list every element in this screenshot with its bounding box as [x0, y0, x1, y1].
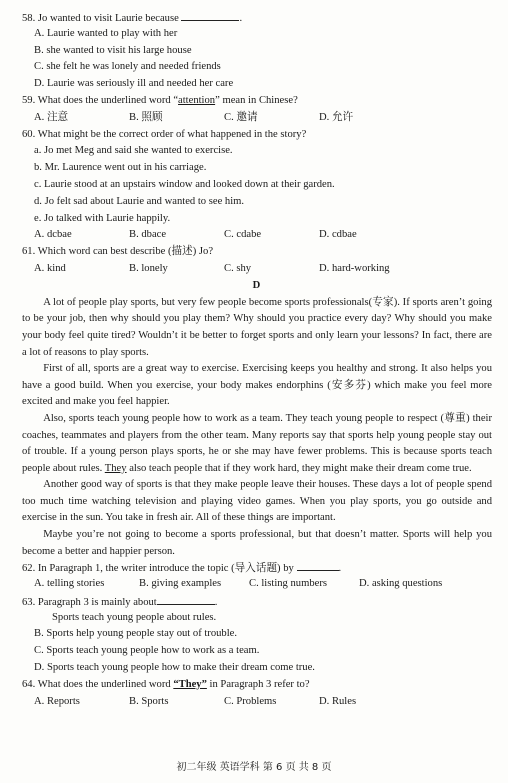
- reading-passage: [22, 295, 492, 561]
- paragraph-2: First of all, sports are a great way to exercise. Exercising keeps you healthy and strong. It also helps you have a good build. When you exercise, your body makes endorphins (安多芬) which make you feel more excited and make you feel happier.: [22, 363, 492, 408]
- option-c: C. Sports teach young people how to work as a team.: [34, 645, 260, 657]
- option-a: A. dcbae: [34, 229, 72, 241]
- option-c: C. shy: [224, 262, 252, 274]
- option-a: A. Reports: [34, 695, 80, 707]
- question-64: 64. What does the underlined word “They” in Paragraph 3 refer to? A. Reports B. Sports C. Problems D. Rules: [22, 678, 492, 712]
- option-b: B. she wanted to visit his large house: [34, 44, 192, 56]
- option-b: B. Sports: [129, 695, 169, 707]
- paragraph-3: Also, sports teach young people how to work as a team. They teach young people to respect (尊重) their coaches, teammates and players from the other team. Many reports say that sports help young people stay out of trouble. If a young person plays sports, he or she may have fewer problems. This is because sports teach people about rules. They also teach people that if they work hard, they might make their dream come true.: [22, 412, 492, 474]
- event-a: a. Jo met Meg and said she wanted to exercise.: [34, 145, 233, 157]
- option-b: B. lonely: [129, 262, 168, 274]
- option-d: D. 允许: [319, 111, 354, 123]
- option-d: D. hard-working: [319, 262, 390, 274]
- option-a: A. 注意: [34, 111, 69, 123]
- paragraph-5: Maybe you’re not going to become a sports professional, but that doesn’t matter. Sports will help you become a better and happier person.: [22, 529, 492, 557]
- question-62: 62. In Paragraph 1, the writer introduce the topic (导入话题) by . A. telling stories B. giving examples C. listing numbers D. asking questions: [22, 560, 492, 594]
- option-c: C. she felt he was lonely and needed friends: [34, 61, 221, 73]
- question-62-stem: 62. In Paragraph 1, the writer introduce the topic (导入话题) by: [22, 563, 294, 575]
- option-a: Sports teach young people about rules.: [52, 611, 217, 623]
- underlined-word: They: [104, 462, 127, 474]
- event-b: b. Mr. Laurence went out in his carriage.: [34, 162, 207, 174]
- option-b: B. dbace: [129, 229, 167, 241]
- paragraph-1: A lot of people play sports, but very few people become sports professionals(专家). If sports aren’t going to be your job, then why should you play them? Why should you practice every day? Why should you make your body feel quite tired? Wouldn’t it be better to forget sports and only learn your lessons? In fact, there are a lot of reasons to play sports.: [22, 296, 492, 358]
- event-e: e. Jo talked with Laurie happily.: [34, 212, 171, 224]
- options-row: [22, 262, 492, 279]
- underlined-word: “They”: [173, 678, 207, 690]
- options-row: [22, 577, 492, 594]
- question-61: [22, 245, 492, 279]
- option-c: C. 邀请: [224, 111, 258, 123]
- option-a: A. kind: [34, 262, 66, 274]
- question-58: 58. Jo wanted to visit Laurie because . A. Laurie wanted to play with her B. she wanted to visit his large house C. she felt he was lonely and needed friends D. Laurie was seriously ill and needed her care: [22, 10, 492, 94]
- option-a: A. telling stories: [34, 578, 105, 590]
- option-c: C. Problems: [224, 695, 277, 707]
- paragraph-4: Another good way of sports is that they make people leave their houses. These days a lot of people spend too much time watching television and playing video games. When you play sports, you go outside and exercise in the sun. You take in fresh air. All of these things are important.: [22, 479, 492, 524]
- event-d: d. Jo felt sad about Laurie and wanted to see him.: [34, 195, 245, 207]
- page-footer: 初二年级 英语学科 第 6 页 共 8 页: [176, 762, 332, 773]
- options-row: [22, 228, 492, 245]
- passage-letter: D: [252, 279, 262, 291]
- answer-blank: [181, 10, 239, 21]
- option-d: D. Laurie was seriously ill and needed her care: [34, 78, 234, 90]
- question-58-stem: 58. Jo wanted to visit Laurie because: [22, 13, 179, 24]
- option-b: B. giving examples: [139, 578, 222, 590]
- answer-blank: [297, 560, 339, 571]
- option-d: D. cdbae: [319, 229, 357, 241]
- option-a: A. Laurie wanted to play with her: [34, 27, 178, 39]
- option-d: D. Rules: [319, 695, 357, 707]
- option-b: B. Sports help young people stay out of trouble.: [34, 628, 238, 640]
- question-61-stem: 61. Which word can best describe (描述) Jo?: [22, 246, 214, 258]
- options-row: [22, 695, 492, 712]
- option-b: B. 照顾: [129, 111, 163, 123]
- option-c: C. listing numbers: [249, 578, 327, 590]
- option-d: D. asking questions: [359, 578, 443, 590]
- question-59: 59. What does the underlined word “attention” mean in Chinese? A. 注意 B. 照顾 C. 邀请 D. 允许: [22, 94, 492, 128]
- answer-blank: [157, 594, 215, 605]
- question-60: [22, 128, 492, 246]
- option-c: C. cdabe: [224, 229, 262, 241]
- underlined-word: attention: [178, 94, 216, 106]
- question-60-stem: 60. What might be the correct order of what happened in the story?: [22, 128, 307, 140]
- question-63: 63. Paragraph 3 is mainly about . Sports teach young people about rules. B. Sports help young people stay out of trouble. C. Sports teach young people how to work as a team. D. Sports teach young people how to make their dream come true.: [22, 594, 492, 678]
- event-c: c. Laurie stood at an upstairs window and looked down at their garden.: [34, 178, 335, 190]
- question-63-stem: 63. Paragraph 3 is mainly about: [22, 596, 157, 608]
- option-d: D. Sports teach young people how to make their dream come true.: [34, 662, 315, 674]
- options-row: [22, 111, 492, 128]
